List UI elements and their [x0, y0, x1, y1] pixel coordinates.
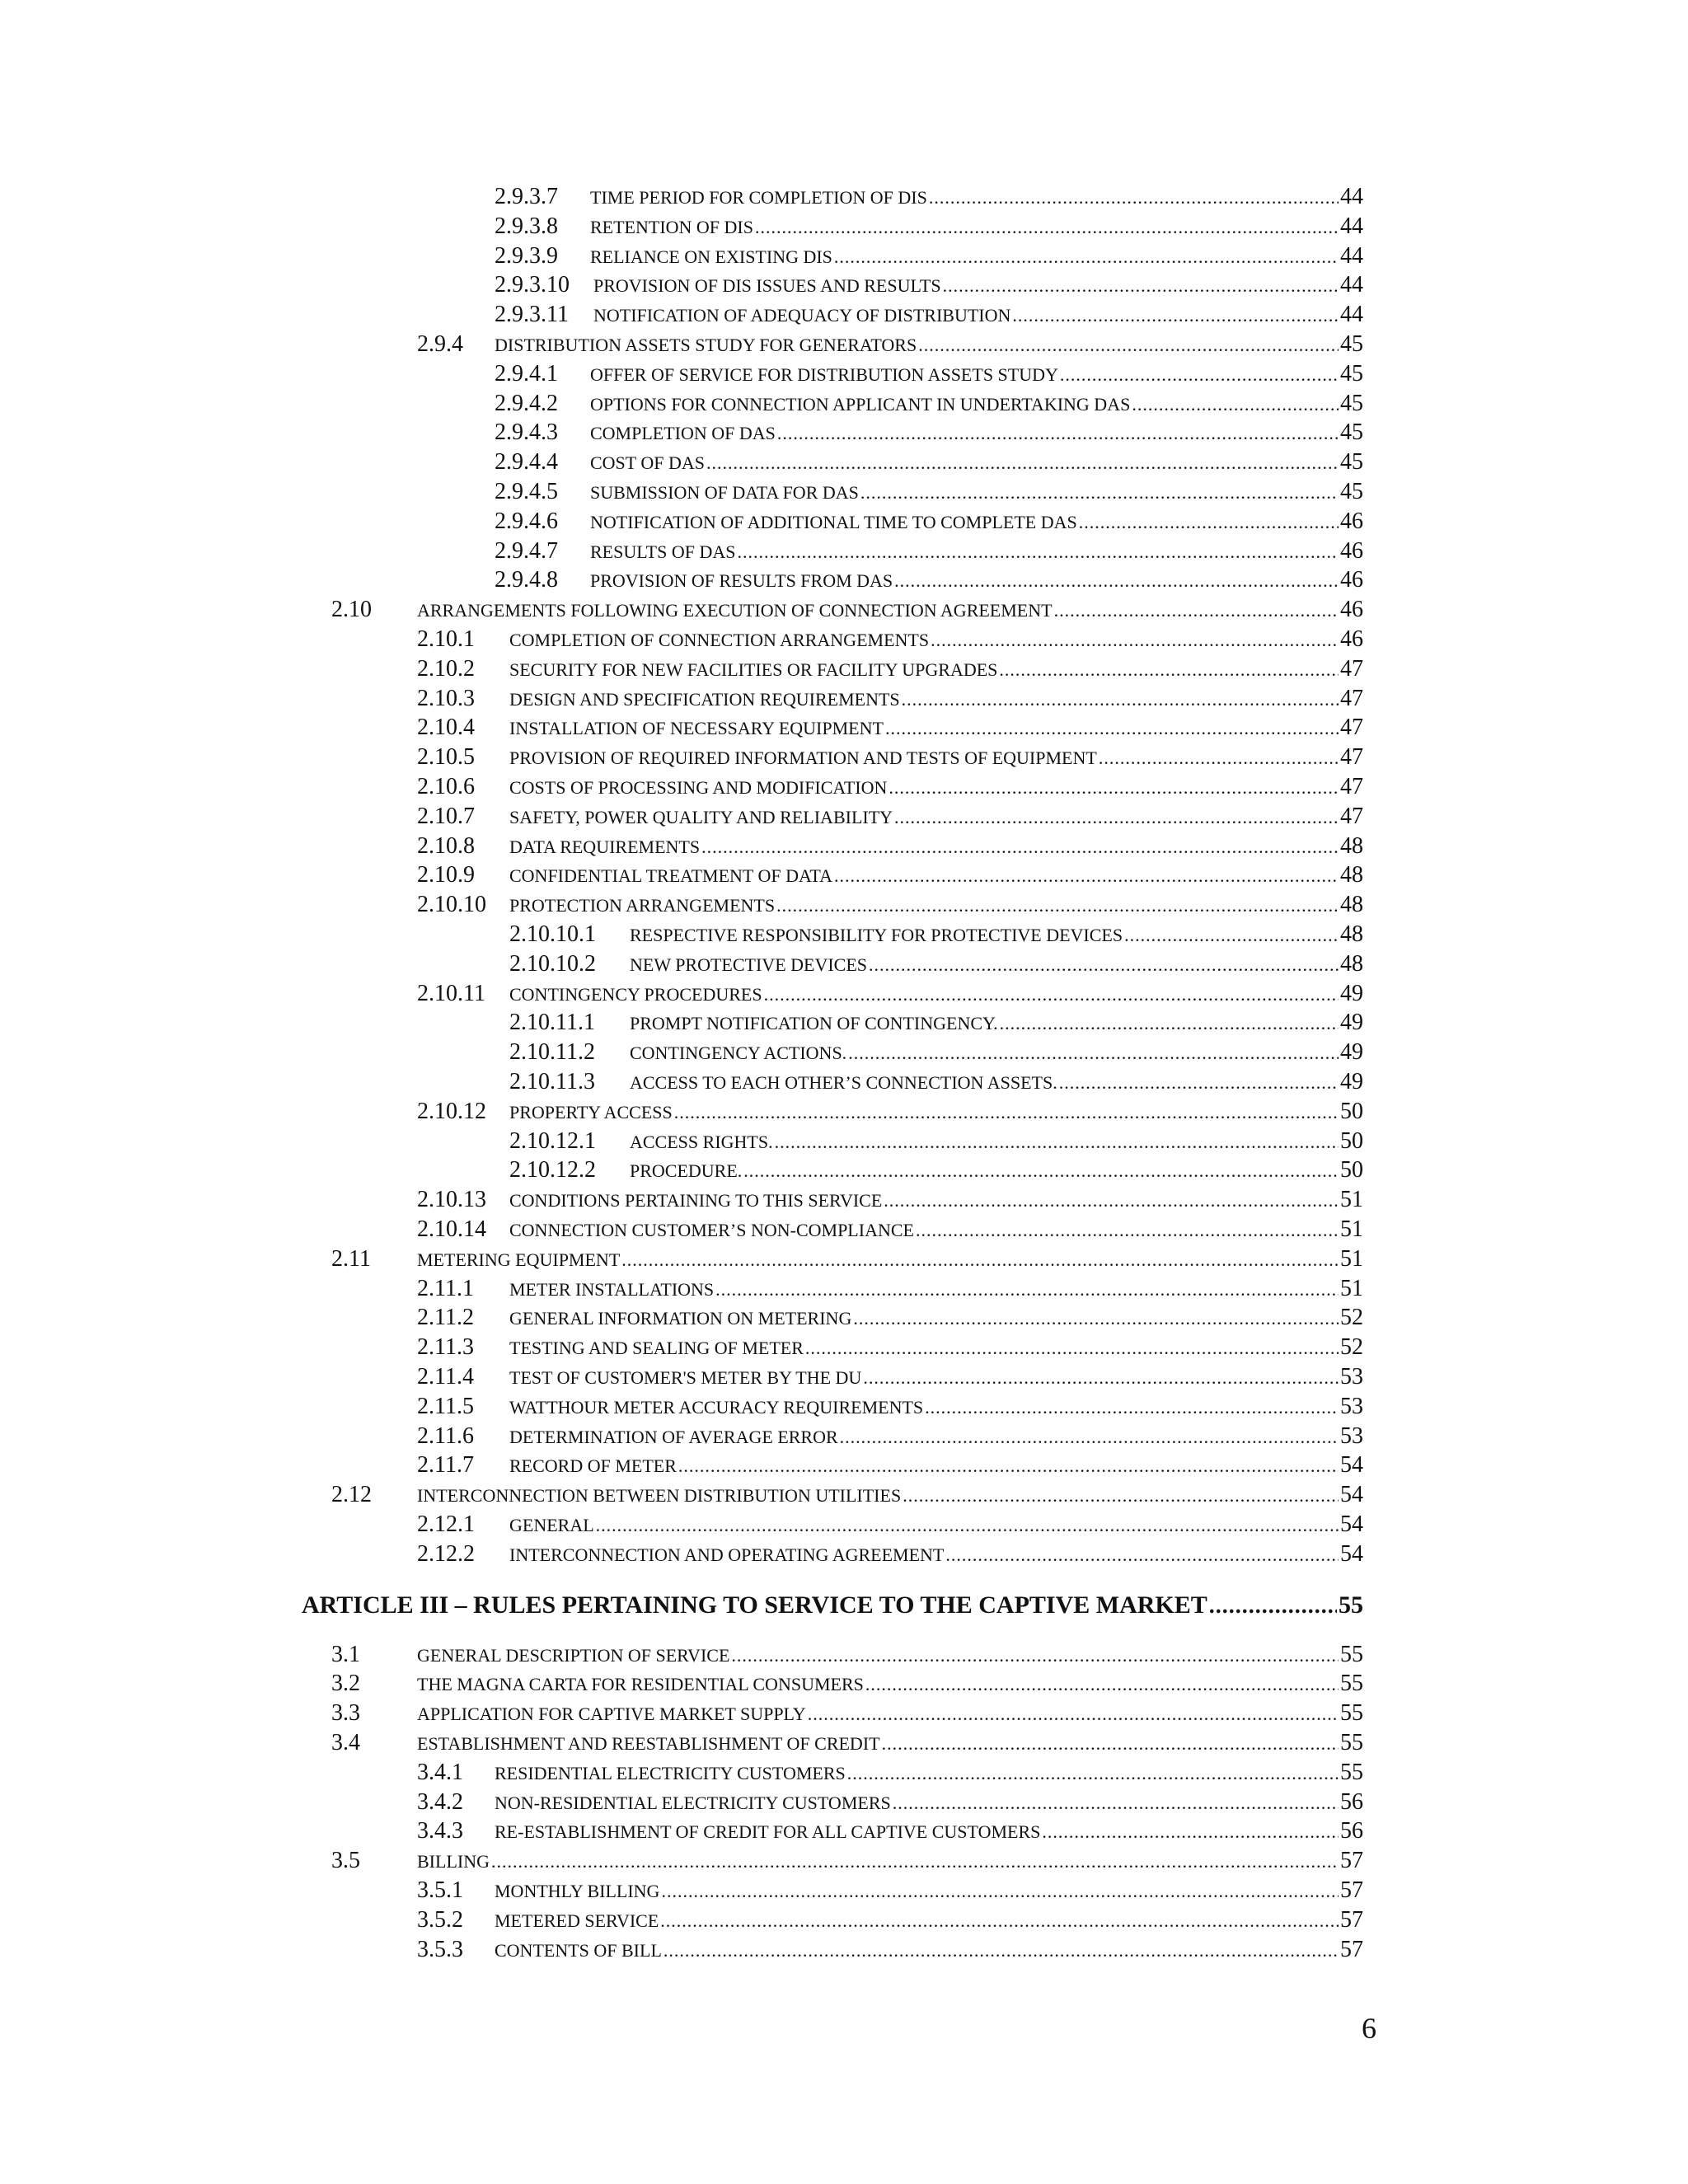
- toc-entry[interactable]: [0, 391, 1688, 420]
- toc-entry[interactable]: [0, 626, 1688, 656]
- toc-entry[interactable]: [0, 951, 1688, 981]
- toc-entry-number: 2.11.1: [417, 1275, 474, 1301]
- toc-entry-title: RETENTION OF DIS: [590, 216, 753, 237]
- toc-leader-dots: [840, 1425, 1339, 1450]
- toc-entry-page: 53: [1340, 1393, 1363, 1419]
- toc-leader-dots: [893, 1791, 1339, 1816]
- toc-entry[interactable]: [0, 509, 1688, 538]
- toc-entry-title: CONDITIONS PERTAINING TO THIS SERVICE: [509, 1190, 883, 1212]
- toc-entry-number: 2.9.4.1: [495, 360, 558, 387]
- toc-entry-title: CONTENTS OF BILL: [495, 1939, 662, 1961]
- toc-entry-number: 2.9.3.8: [495, 213, 558, 239]
- toc-entry-title: RECORD OF METER: [509, 1455, 677, 1477]
- toc-entry[interactable]: [0, 656, 1688, 686]
- toc-entry-title: OPTIONS FOR CONNECTION APPLICANT IN UNDERTAKING DAS: [590, 393, 1131, 415]
- toc-leader-dots: [1012, 303, 1339, 328]
- toc-entry-page: 49: [1340, 980, 1363, 1006]
- toc-leader-dots: [764, 982, 1339, 1007]
- toc-entry[interactable]: [0, 1216, 1688, 1246]
- toc-leader-dots: [1054, 598, 1339, 623]
- toc-entry-title: COSTS OF PROCESSING AND MODIFICATION: [509, 777, 888, 798]
- toc-entry-number: 2.10.11.2: [509, 1039, 595, 1066]
- toc-entry-page: 54: [1340, 1511, 1363, 1537]
- toc-entry-title: ESTABLISHMENT AND REESTABLISHMENT OF CREDIT: [417, 1733, 880, 1754]
- toc-entry-page: 44: [1340, 184, 1363, 209]
- toc-leader-dots: [701, 835, 1339, 860]
- toc-entry-page: 45: [1340, 360, 1363, 387]
- toc-entry-page: 45: [1340, 419, 1363, 446]
- toc-entry-number: 2.11.7: [417, 1452, 474, 1479]
- toc-entry-title: SUBMISSION OF DATA FOR DAS: [590, 482, 859, 503]
- toc-leader-dots: [902, 687, 1339, 712]
- toc-entry-page: 47: [1340, 685, 1363, 711]
- toc-entry-number: 2.10.8: [417, 832, 475, 859]
- toc-entry-number: 3.4.1: [417, 1759, 463, 1785]
- toc-entry[interactable]: [0, 1305, 1688, 1334]
- toc-leader-dots: [596, 1513, 1339, 1538]
- toc-entry-number: 2.11.6: [417, 1422, 474, 1449]
- page-number: 6: [1362, 2012, 1376, 2045]
- toc-entry-page: 47: [1340, 655, 1363, 682]
- toc-leader-dots: [884, 1188, 1339, 1213]
- toc-entry-page: 45: [1340, 390, 1363, 416]
- toc-leader-dots: [943, 274, 1339, 298]
- toc-entry[interactable]: [0, 892, 1688, 921]
- toc-leader-dots: [621, 1248, 1339, 1272]
- toc-entry-page: 55: [1340, 1671, 1363, 1697]
- toc-entry[interactable]: [0, 449, 1688, 479]
- toc-entry-number: 2.10.11: [417, 980, 485, 1006]
- toc-entry-title: WATTHOUR METER ACCURACY REQUIREMENTS: [509, 1396, 924, 1418]
- toc-entry-title: INTERCONNECTION BETWEEN DISTRIBUTION UTILITIES: [417, 1485, 902, 1507]
- toc-entry-title: PROMPT NOTIFICATION OF CONTINGENCY.: [630, 1013, 998, 1034]
- toc-entry-number: 2.10.5: [417, 744, 475, 771]
- toc-entry-number: 2.10.11.3: [509, 1069, 595, 1094]
- toc-leader-dots: [660, 1909, 1339, 1933]
- toc-entry[interactable]: [0, 1069, 1688, 1099]
- toc-entry[interactable]: [0, 597, 1688, 626]
- toc-entry-page: 55: [1340, 1641, 1363, 1667]
- toc-entry-page: 48: [1340, 950, 1363, 977]
- toc-entry-title: NEW PROTECTIVE DEVICES: [630, 954, 868, 975]
- toc-entry-title: TIME PERIOD FOR COMPLETION OF DIS: [590, 187, 927, 208]
- toc-entry-page: 45: [1340, 449, 1363, 476]
- toc-leader-dots: [847, 1761, 1339, 1786]
- toc-leader-dots: [894, 805, 1339, 830]
- toc-leader-dots: [1124, 923, 1339, 948]
- toc-entry[interactable]: [0, 567, 1688, 597]
- toc-entry-title: PROPERTY ACCESS: [509, 1101, 673, 1122]
- toc-leader-dots: [1099, 746, 1339, 771]
- toc-leader-dots: [491, 1849, 1339, 1874]
- toc-entry-page: 55: [1340, 1700, 1363, 1727]
- toc-entry-page: 49: [1340, 1069, 1363, 1094]
- toc-leader-dots: [706, 451, 1339, 476]
- toc-entry-number: 2.10.2: [417, 655, 475, 682]
- toc-entry-page: 52: [1340, 1305, 1363, 1331]
- toc-entry[interactable]: [0, 479, 1688, 509]
- toc-leader-dots: [853, 1306, 1339, 1331]
- toc-leader-dots: [1132, 392, 1339, 417]
- toc-entry[interactable]: [0, 774, 1688, 804]
- toc-entry-page: 54: [1340, 1452, 1363, 1479]
- toc-leader-dots: [918, 333, 1339, 358]
- toc-entry-page: 47: [1340, 803, 1363, 829]
- toc-entry-title: ACCESS TO EACH OTHER’S CONNECTION ASSETS.: [630, 1072, 1057, 1093]
- toc-entry-page: 46: [1340, 508, 1363, 534]
- toc-entry-page: 57: [1340, 1936, 1363, 1962]
- toc-entry-title: ACCESS RIGHTS.: [630, 1131, 773, 1152]
- toc-entry-number: 2.11.3: [417, 1334, 474, 1361]
- toc-leader-dots: [715, 1277, 1339, 1302]
- toc-entry-title: METER INSTALLATIONS: [509, 1278, 715, 1300]
- toc-entry-page: 47: [1340, 744, 1363, 771]
- toc-entry-number: 3.1: [331, 1641, 360, 1667]
- toc-leader-dots: [869, 953, 1339, 977]
- toc-entry-number: 2.10.9: [417, 862, 475, 888]
- toc-entry[interactable]: [0, 744, 1688, 774]
- toc-leader-dots: [663, 1938, 1339, 1963]
- toc-entry-page: 44: [1340, 272, 1363, 298]
- toc-leader-dots: [999, 658, 1339, 682]
- toc-entry-number: 2.9.3.11: [495, 302, 569, 328]
- toc-entry-number: 2.12.2: [417, 1540, 475, 1567]
- toc-entry[interactable]: [0, 272, 1688, 302]
- toc-entry[interactable]: [0, 1700, 1688, 1730]
- toc-entry-number: 3.2: [331, 1671, 360, 1697]
- toc-entry[interactable]: [0, 243, 1688, 273]
- toc-entry-number: 2.11.2: [417, 1305, 474, 1331]
- toc-entry-title: RESPECTIVE RESPONSIBILITY FOR PROTECTIVE DEVICES: [630, 925, 1123, 945]
- toc-entry-page: 52: [1340, 1334, 1363, 1361]
- toc-entry-title: RE-ESTABLISHMENT OF CREDIT FOR ALL CAPTIVE CUSTOMERS: [495, 1821, 1041, 1843]
- toc-entry-number: 3.5.3: [417, 1936, 463, 1962]
- toc-entry-title: PROVISION OF DIS ISSUES AND RESULTS: [593, 275, 941, 297]
- toc-entry-number: 2.10.10.2: [509, 950, 596, 977]
- toc-entry-title: BILLING: [417, 1851, 490, 1872]
- toc-entry-number: 2.9.4.7: [495, 537, 558, 564]
- toc-entry-page: 53: [1340, 1422, 1363, 1449]
- toc-entry-title: COMPLETION OF DAS: [590, 423, 776, 444]
- toc-entry-number: 2.11: [331, 1245, 371, 1272]
- toc-entry-number: 2.9.4.2: [495, 390, 558, 416]
- toc-leader-dots: [848, 1041, 1339, 1066]
- toc-entry[interactable]: [0, 1642, 1688, 1671]
- toc-entry-title: CONFIDENTIAL TREATMENT OF DATA: [509, 865, 832, 887]
- toc-entry-number: 2.9.4.6: [495, 508, 558, 534]
- toc-entry[interactable]: [0, 1907, 1688, 1937]
- toc-entry[interactable]: [0, 1877, 1688, 1907]
- toc-entry-title: RESIDENTIAL ELECTRICITY CUSTOMERS: [495, 1762, 846, 1783]
- toc-entry-title: DETERMINATION OF AVERAGE ERROR: [509, 1426, 838, 1447]
- toc-entry-number: 2.9.4.4: [495, 449, 558, 476]
- toc-entry-number: 2.10.11.1: [509, 1010, 595, 1036]
- toc-entry-page: 46: [1340, 597, 1363, 623]
- toc-leader-dots: [894, 569, 1339, 593]
- toc-entry-number: 3.4.3: [417, 1818, 463, 1844]
- toc-entry-title: INSTALLATION OF NECESSARY EQUIPMENT: [509, 718, 884, 739]
- toc-entry[interactable]: [0, 1039, 1688, 1069]
- toc-leader-dots: [834, 245, 1339, 269]
- toc-entry[interactable]: [0, 331, 1688, 361]
- toc-entry-number: 3.4.2: [417, 1788, 463, 1815]
- toc-leader-dots: [1059, 1071, 1339, 1095]
- toc-entry[interactable]: [0, 1276, 1688, 1305]
- toc-entry-number: 2.10.1: [417, 626, 475, 652]
- toc-leader-dots: [1079, 510, 1339, 535]
- toc-entry-title: TESTING AND SEALING OF METER: [509, 1338, 804, 1359]
- toc-entry[interactable]: [0, 921, 1688, 951]
- toc-entry-title: ARTICLE III – RULES PERTAINING TO SERVICE TO THE CAPTIVE MARKET: [302, 1591, 1207, 1619]
- toc-leader-dots: [865, 1672, 1339, 1697]
- toc-entry-title: SECURITY FOR NEW FACILITIES OR FACILITY UPGRADES: [509, 658, 998, 680]
- toc-entry-page: 56: [1340, 1818, 1363, 1844]
- toc-leader-dots: [931, 628, 1339, 653]
- toc-entry-title: PROCEDURE.: [630, 1160, 743, 1182]
- toc-entry-title: OFFER OF SERVICE FOR DISTRIBUTION ASSETS STUDY: [590, 363, 1058, 385]
- toc-entry-title: SAFETY, POWER QUALITY AND RELIABILITY: [509, 806, 893, 827]
- toc-entry-title: PROVISION OF RESULTS FROM DAS: [590, 570, 893, 592]
- toc-entry[interactable]: [0, 184, 1688, 213]
- toc-entry[interactable]: [0, 1452, 1688, 1482]
- toc-entry[interactable]: [0, 1482, 1688, 1511]
- toc-entry-title: DATA REQUIREMENTS: [509, 836, 701, 857]
- toc-leader-dots: [860, 480, 1339, 505]
- toc-entry-page: 57: [1340, 1877, 1363, 1903]
- toc-leader-dots: [805, 1336, 1339, 1361]
- toc-entry-title: THE MAGNA CARTA FOR RESIDENTIAL CONSUMERS: [417, 1674, 864, 1695]
- toc-entry-title: PROVISION OF REQUIRED INFORMATION AND TESTS OF EQUIPMENT: [509, 748, 1097, 769]
- toc-entry[interactable]: [0, 1246, 1688, 1276]
- toc-entry-page: 48: [1340, 862, 1363, 888]
- toc-entry-page: 48: [1340, 892, 1363, 918]
- toc-entry-page: 57: [1340, 1848, 1363, 1874]
- toc-leader-dots: [775, 1130, 1339, 1155]
- toc-leader-dots: [777, 421, 1339, 446]
- toc-entry-title: TEST OF CUSTOMER'S METER BY THE DU: [509, 1367, 862, 1388]
- toc-entry[interactable]: [0, 833, 1688, 863]
- toc-entry[interactable]: [0, 1128, 1688, 1158]
- toc-entry[interactable]: [0, 1157, 1688, 1187]
- toc-entry-number: 2.10.7: [417, 803, 475, 829]
- toc-entry-page: 51: [1340, 1216, 1363, 1242]
- toc-entry-page: 54: [1340, 1540, 1363, 1567]
- toc-leader-dots: [916, 1218, 1339, 1243]
- toc-entry-page: 51: [1340, 1275, 1363, 1301]
- toc-entry-title: APPLICATION FOR CAPTIVE MARKET SUPPLY: [417, 1704, 806, 1725]
- toc-entry-title: NON-RESIDENTIAL ELECTRICITY CUSTOMERS: [495, 1792, 891, 1813]
- toc-entry-number: 2.9.3.10: [495, 272, 570, 298]
- toc-entry-number: 2.10.14: [417, 1216, 486, 1242]
- toc-entry-page: 57: [1340, 1906, 1363, 1933]
- toc-entry[interactable]: [0, 804, 1688, 833]
- toc-entry-title: CONTINGENCY ACTIONS.: [630, 1043, 847, 1064]
- toc-entry-title: CONTINGENCY PROCEDURES: [509, 983, 762, 1005]
- toc-entry-number: 2.9.4.3: [495, 419, 558, 446]
- toc-entry-page: 50: [1340, 1098, 1363, 1124]
- toc-entry-page: 44: [1340, 302, 1363, 328]
- toc-entry-page: 55: [1339, 1591, 1363, 1619]
- toc-entry[interactable]: [0, 1789, 1688, 1819]
- toc-entry-page: 44: [1340, 213, 1363, 239]
- toc-entry-page: 51: [1340, 1245, 1363, 1272]
- toc-leader-dots: [929, 185, 1339, 210]
- toc-entry-title: DESIGN AND SPECIFICATION REQUIREMENTS: [509, 688, 900, 710]
- toc-leader-dots: [743, 1159, 1339, 1183]
- toc-entry[interactable]: [0, 1760, 1688, 1789]
- toc-entry-number: 2.11.4: [417, 1364, 474, 1390]
- toc-entry[interactable]: [0, 1364, 1688, 1394]
- toc-entry-page: 50: [1340, 1127, 1363, 1154]
- toc-leader-dots: [863, 1366, 1339, 1390]
- toc-entry-number: 2.10.13: [417, 1187, 486, 1213]
- toc-entry-number: 2.12.1: [417, 1511, 475, 1537]
- toc-entry-number: 2.10: [331, 597, 372, 623]
- toc-leader-dots: [737, 540, 1339, 565]
- toc-entry-number: 3.4: [331, 1730, 360, 1755]
- toc-entry-number: 2.10.12: [417, 1098, 486, 1124]
- toc-entry[interactable]: [0, 302, 1688, 331]
- toc-entry-page: 49: [1340, 1010, 1363, 1036]
- toc-entry-title: CONNECTION CUSTOMER’S NON-COMPLIANCE: [509, 1220, 914, 1240]
- toc-entry-page: 45: [1340, 331, 1363, 357]
- toc-entry-title: MONTHLY BILLING: [495, 1881, 660, 1901]
- toc-leader-dots: [678, 1454, 1339, 1479]
- toc-leader-dots: [945, 1543, 1339, 1568]
- toc-leader-dots: [889, 776, 1339, 800]
- toc-entry[interactable]: [0, 538, 1688, 568]
- toc-entry-title: ARRANGEMENTS FOLLOWING EXECUTION OF CONNECTION AGREEMENT: [417, 600, 1053, 621]
- toc-leader-dots: [776, 893, 1339, 918]
- toc-leader-dots: [1000, 1011, 1339, 1036]
- toc-entry-number: 2.12: [331, 1482, 372, 1508]
- toc-leader-dots: [755, 215, 1339, 240]
- toc-entry-page: 46: [1340, 537, 1363, 564]
- toc-entry-page: 48: [1340, 921, 1363, 947]
- toc-entry-title: COMPLETION OF CONNECTION ARRANGEMENTS: [509, 630, 930, 650]
- toc-entry-title: RESULTS OF DAS: [590, 541, 736, 562]
- toc-entry-title: INTERCONNECTION AND OPERATING AGREEMENT: [509, 1544, 945, 1565]
- toc-entry-page: 47: [1340, 715, 1363, 741]
- toc-entry-number: 3.5: [331, 1848, 360, 1874]
- toc-entry-number: 2.11.5: [417, 1393, 474, 1419]
- toc-entry[interactable]: [0, 1099, 1688, 1128]
- toc-entry-number: 2.9.4.8: [495, 567, 558, 593]
- toc-entry-title: METERING EQUIPMENT: [417, 1249, 621, 1270]
- toc-leader-dots: [731, 1643, 1339, 1668]
- toc-entry-title: NOTIFICATION OF ADEQUACY OF DISTRIBUTION: [593, 305, 1011, 326]
- toc-article-heading[interactable]: [0, 1592, 1688, 1622]
- toc-entry-page: 55: [1340, 1759, 1363, 1785]
- toc-entry-page: 44: [1340, 242, 1363, 269]
- toc-entry-title: GENERAL DESCRIPTION OF SERVICE: [417, 1644, 730, 1666]
- toc-leader-dots: [1042, 1820, 1339, 1844]
- toc-entry-number: 2.10.12.2: [509, 1157, 596, 1183]
- toc-entry-page: 45: [1340, 479, 1363, 504]
- toc-leader-dots: [674, 1100, 1339, 1125]
- toc-entry-page: 47: [1340, 774, 1363, 799]
- toc-entry-number: 3.5.1: [417, 1877, 463, 1903]
- toc-entry-title: DISTRIBUTION ASSETS STUDY FOR GENERATORS: [495, 335, 917, 355]
- toc-entry-title: METERED SERVICE: [495, 1910, 659, 1931]
- toc-entry-page: 55: [1340, 1730, 1363, 1755]
- toc-entry[interactable]: [0, 1187, 1688, 1216]
- toc-entry-title: NOTIFICATION OF ADDITIONAL TIME TO COMPLETE DAS: [590, 511, 1077, 532]
- toc-entry[interactable]: [0, 1541, 1688, 1571]
- toc-entry-page: 54: [1340, 1482, 1363, 1508]
- toc-entry-page: 46: [1340, 567, 1363, 593]
- toc-entry-page: 48: [1340, 832, 1363, 859]
- toc-entry-title: RELIANCE ON EXISTING DIS: [590, 246, 832, 267]
- toc-entry-title: GENERAL INFORMATION ON METERING: [509, 1308, 852, 1329]
- toc-entry[interactable]: [0, 361, 1688, 391]
- toc-entry-number: 2.10.6: [417, 774, 475, 799]
- toc-entry[interactable]: [0, 981, 1688, 1010]
- toc-entry[interactable]: [0, 1671, 1688, 1700]
- toc-entry[interactable]: [0, 1423, 1688, 1453]
- toc-entry-page: 46: [1340, 626, 1363, 652]
- toc-entry[interactable]: [0, 419, 1688, 449]
- toc-entry[interactable]: [0, 1730, 1688, 1760]
- toc-entry-title: GENERAL: [509, 1515, 594, 1535]
- toc-leader-dots: [661, 1879, 1339, 1904]
- toc-entry-page: 49: [1340, 1039, 1363, 1066]
- toc-leader-dots: [834, 864, 1339, 888]
- toc-leader-dots: [882, 1732, 1339, 1756]
- toc-leader-dots: [808, 1702, 1339, 1727]
- toc-leader-dots: [885, 716, 1339, 741]
- toc-leader-dots: [925, 1395, 1339, 1420]
- toc-entry[interactable]: [0, 715, 1688, 744]
- toc-entry[interactable]: [0, 862, 1688, 892]
- toc-entry[interactable]: [0, 1334, 1688, 1364]
- toc-leader-dots: [903, 1483, 1339, 1508]
- toc-entry-title: PROTECTION ARRANGEMENTS: [509, 895, 776, 916]
- toc-entry-page: 56: [1340, 1788, 1363, 1815]
- toc-entry-number: 2.9.3.9: [495, 242, 558, 269]
- toc-entry-number: 2.9.4.5: [495, 479, 558, 504]
- toc-entry[interactable]: [0, 1818, 1688, 1848]
- toc-entry-page: 50: [1340, 1157, 1363, 1183]
- toc-entry-number: 3.5.2: [417, 1906, 463, 1933]
- toc-entry-title: COST OF DAS: [590, 452, 705, 474]
- toc-entry-number: 2.10.10.1: [509, 921, 596, 947]
- toc-entry-number: 2.10.12.1: [509, 1127, 596, 1154]
- toc-leader-dots: [1209, 1594, 1337, 1619]
- toc-entry[interactable]: [0, 1511, 1688, 1541]
- toc-entry-number: 2.10.4: [417, 715, 475, 741]
- toc-entry-number: 2.10.10: [417, 892, 486, 918]
- toc-entry[interactable]: [0, 1937, 1688, 1966]
- toc-entry-number: 3.3: [331, 1700, 360, 1727]
- toc-entry[interactable]: [0, 1394, 1688, 1423]
- toc-entry[interactable]: [0, 213, 1688, 243]
- toc-entry[interactable]: [0, 1010, 1688, 1039]
- toc-entry-number: 2.10.3: [417, 685, 475, 711]
- toc-leader-dots: [1060, 363, 1339, 387]
- toc-entry-number: 2.9.3.7: [495, 184, 558, 209]
- toc-entry[interactable]: [0, 1848, 1688, 1877]
- toc-entry-page: 53: [1340, 1364, 1363, 1390]
- toc-entry-page: 51: [1340, 1187, 1363, 1213]
- toc-entry[interactable]: [0, 686, 1688, 715]
- toc-entry-number: 2.9.4: [417, 331, 463, 357]
